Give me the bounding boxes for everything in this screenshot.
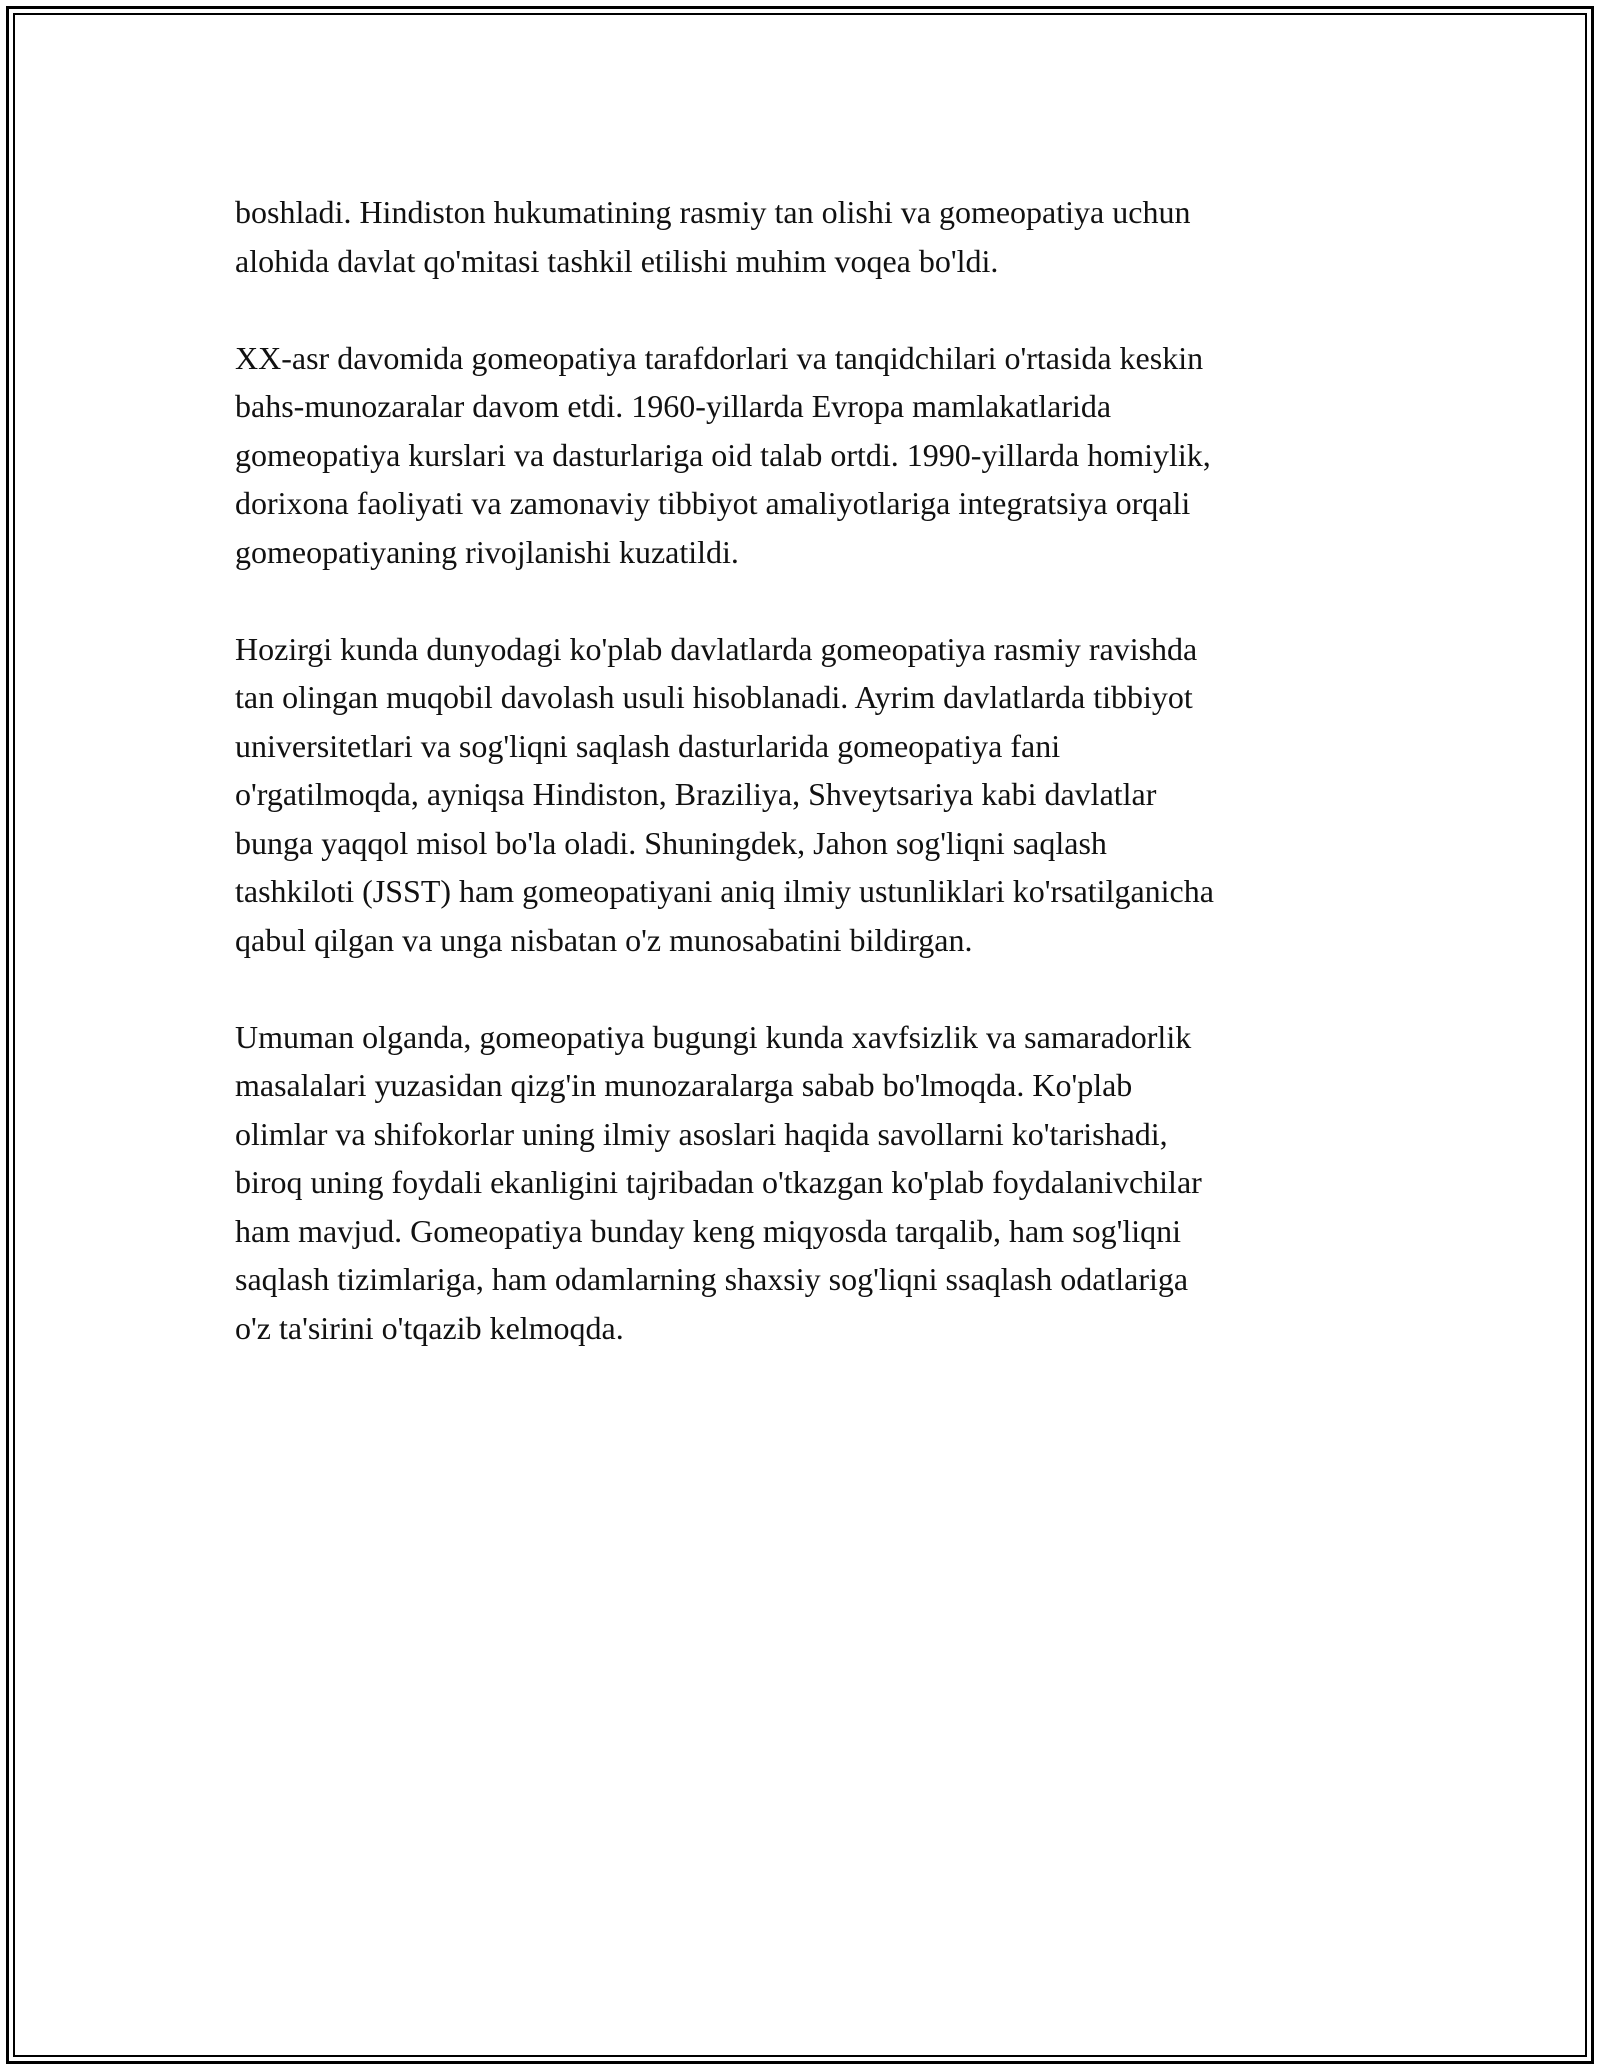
document-body: [235, 188, 1365, 1401]
paragraph-4: [235, 1013, 1365, 1353]
text-line: alohida davlat qo'mitasi tashkil etilishi muhim voqea bo'ldi.: [235, 242, 999, 279]
text-line: olimlar va shifokorlar uning ilmiy asoslari haqida savollarni ko'tarishadi,: [235, 1115, 1168, 1152]
text-line: o'rgatilmoqda, ayniqsa Hindiston, Braziliya, Shveytsariya kabi davlatlar: [235, 776, 1157, 812]
text-line: Hozirgi kunda dunyodagi ko'plab davlatlarda gomeopatiya rasmiy ravishda: [235, 630, 1198, 667]
text-line: XX-asr davomida gomeopatiya tarafdorlari va tanqidchilari o'rtasida keskin: [235, 339, 1204, 376]
text-line: tan olingan muqobil davolash usuli hisoblanadi. Ayrim davlatlarda tibbiyot: [235, 679, 1193, 715]
text-line: saqlash tizimlariga, ham odamlarning shaxsiy sog'liqni ssaqlash odatlariga: [235, 1261, 1189, 1297]
text-line: biroq uning foydali ekanligini tajribadan o'tkazgan ko'plab foydalanivchilar: [235, 1164, 1202, 1200]
paragraph-1: [235, 188, 1365, 285]
text-line: universitetlari va sog'liqni saqlash dasturlarida gomeopatiya fani: [235, 727, 1061, 764]
text-line: bunga yaqqol misol bo'la oladi. Shuningdek, Jahon sog'liqni saqlash: [235, 824, 1107, 861]
text-line: Umuman olganda, gomeopatiya bugungi kunda xavfsizlik va samaradorlik: [235, 1018, 1192, 1055]
text-line: boshladi. Hindiston hukumatining rasmiy tan olishi va gomeopatiya uchun: [235, 194, 1191, 230]
text-line: tashkiloti (JSST) ham gomeopatiyani aniq ilmiy ustunliklari ko'rsatilganicha: [235, 873, 1214, 909]
text-line: qabul qilgan va unga nisbatan o'z munosabatini bildirgan.: [235, 921, 973, 958]
text-line: o'z ta'sirini o'tqazib kelmoqda.: [235, 1309, 624, 1346]
paragraph-2: [235, 334, 1365, 577]
paragraph-3: [235, 625, 1365, 965]
text-line: gomeopatiyaning rivojlanishi kuzatildi.: [235, 533, 739, 570]
text-line: bahs-munozaralar davom etdi. 1960-yillarda Evropa mamlakatlarida: [235, 388, 1112, 424]
text-line: ham mavjud. Gomeopatiya bunday keng miqyosda tarqalib, ham sog'liqni: [235, 1212, 1182, 1249]
text-line: masalalari yuzasidan qizg'in munozaralarga sabab bo'lmoqda. Ko'plab: [235, 1067, 1133, 1103]
text-line: dorixona faoliyati va zamonaviy tibbiyot amaliyotlariga integratsiya orqali: [235, 485, 1191, 521]
text-line: gomeopatiya kurslari va dasturlariga oid talab ortdi. 1990-yillarda homiylik,: [235, 436, 1211, 473]
